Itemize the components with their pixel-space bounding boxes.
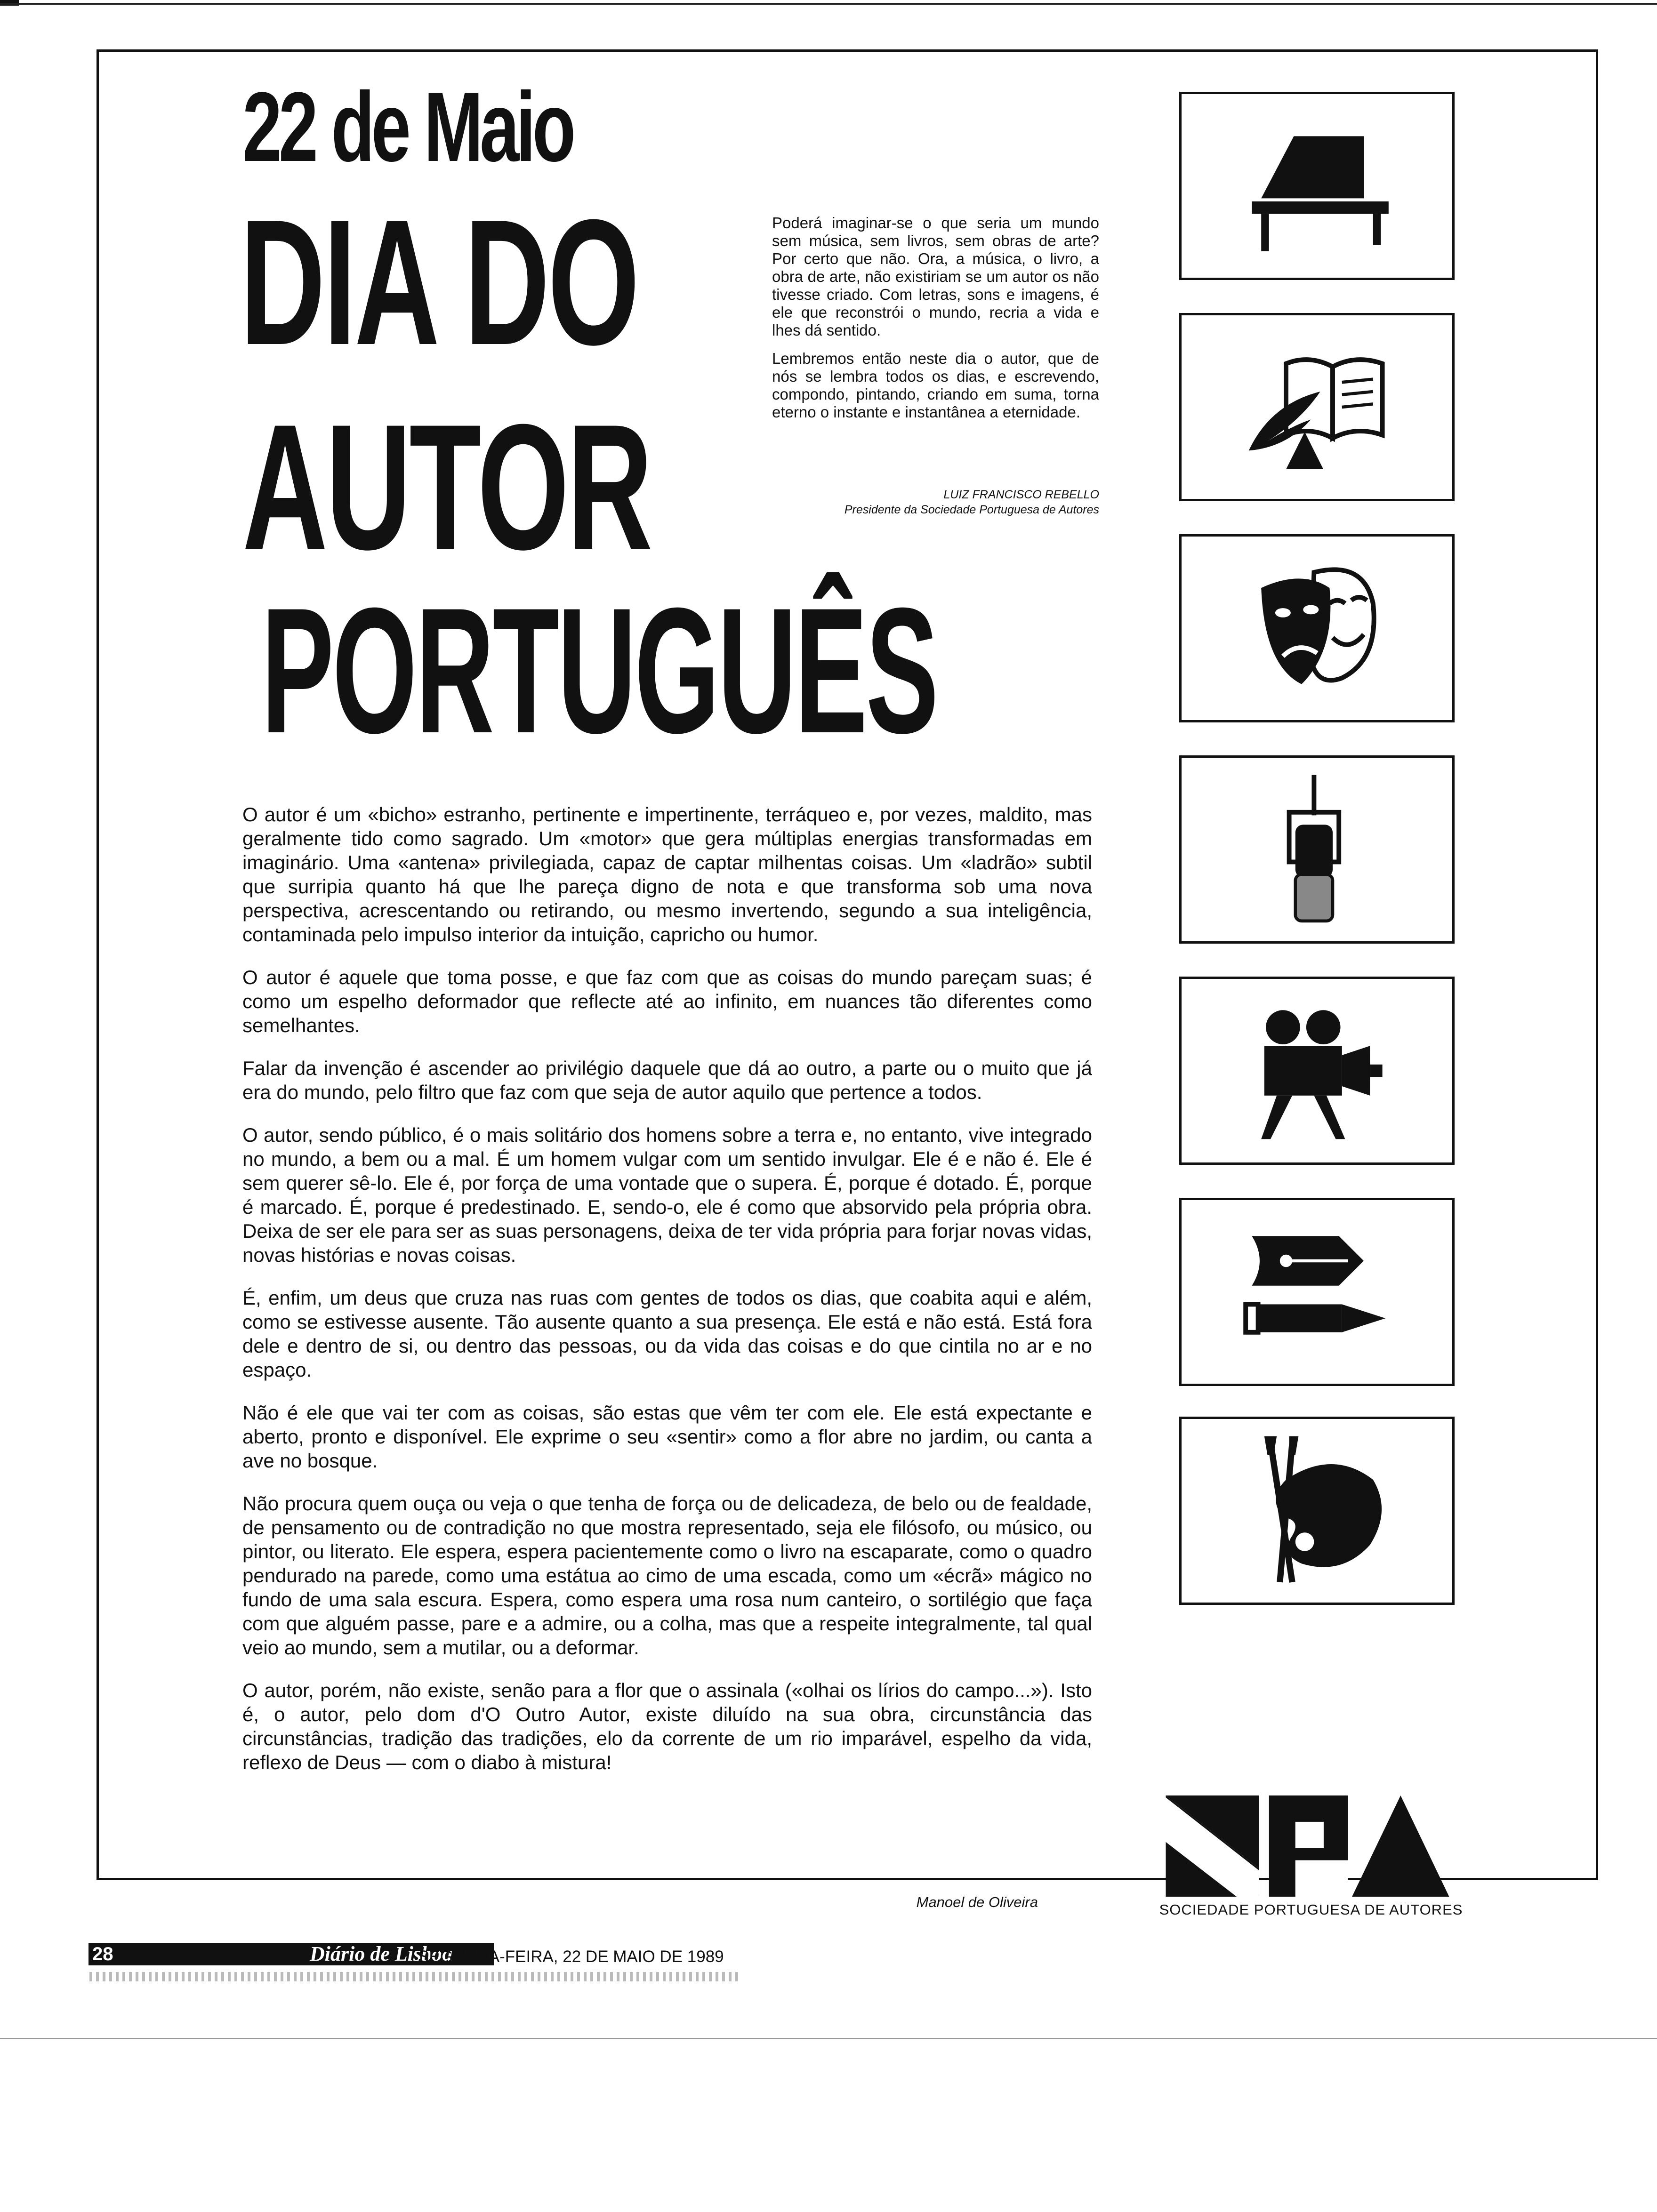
- title-line-3: PORTUGUÊS: [261, 570, 937, 770]
- icon-box-piano: [1179, 92, 1455, 280]
- icon-box-microphone: [1179, 755, 1455, 944]
- intro-text: [772, 214, 1099, 432]
- icon-box-palette: [1179, 1417, 1455, 1605]
- icon-box-masks: [1179, 534, 1455, 722]
- microphone-icon: [1239, 772, 1395, 927]
- intro-paragraph: Poderá imaginar-se o que seria um mundo sem música, sem livros, sem obras de arte? Por certo que não. Ora, a música, o livro, a obra de arte, não existiriam se um autor os não tivesse criado. Com letras, sons e imagens, é ele que reconstrói o mundo, recria a vida e lhes dá sentido.: [772, 214, 1099, 339]
- article-body: [242, 802, 1092, 1793]
- article-paragraph: É, enfim, um deus que cruza nas ruas com gentes de todos os dias, que coabita aqui e além, como se estivesse ausente. Tão ausente quanto a sua presença. Ele está e não está. Está fora dele e dentro de si, ou dentro das pessoas, ou da vida das coisas e do que cintila no ar e no espaço.: [242, 1287, 1092, 1381]
- intro-paragraph: Lembremos então neste dia o autor, que de nós se lembra todos os dias, e escrevendo, compondo, pintando, criando em suma, torna eterno o instante e instantânea a eternidade.: [772, 350, 1099, 421]
- theatre-masks-icon: [1239, 551, 1395, 706]
- article-paragraph: O autor, porém, não existe, senão para a flor que o assinala («olhai os lírios do campo...»). Isto é, o autor, pelo dom d'O Outro Autor, existe diluído na sua obra, circunstância das circunstâncias, tradição das tradições, elo da corrente de um rio imparável, espelho da vida, reflexo de Deus — com o diabo à mistura!: [242, 1679, 1092, 1773]
- article-paragraph: Falar da invenção é ascender ao privilégio daquele que dá ao outro, a parte ou o muito que já era do mundo, pelo filtro que faz com que seja de autor aquilo que pertence a todos.: [242, 1057, 1092, 1103]
- article-paragraph: O autor é aquele que toma posse, e que faz com que as coisas do mundo pareçam suas; é como um espelho deformador que reflecte até ao infinito, em nuances tão diferentes como semelhantes.: [242, 966, 1092, 1036]
- page-top-rule: [0, 3, 1657, 5]
- title-line-2: AUTOR: [242, 387, 651, 587]
- film-camera-icon: [1239, 993, 1395, 1148]
- title-line-1: DIA DO: [240, 182, 638, 382]
- article-paragraph: O autor é um «bicho» estranho, pertinente e impertinente, terráqueo e, por vezes, maldito, mas geralmente tido como sagrado. Um «motor» que gera múltiplas energias transformadas em imaginário. Uma «antena» privilegiada, capaz de captar milhentas coisas. Um «ladrão» subtil que surripia quanto há que lhe pareça digno de nota e que transforma sob uma nova perspectiva, acrescentando ou retirando, ou mesmo invertendo, segundo a sua inteligência, contaminada pelo impulso interior da intuição, capricho ou humor.: [242, 803, 1092, 946]
- pen-pencil-icon: [1239, 1214, 1395, 1370]
- scan-noise: [89, 1972, 739, 1981]
- piano-icon: [1239, 108, 1395, 264]
- icon-box-book: [1179, 313, 1455, 501]
- palette-icon: [1239, 1433, 1395, 1588]
- article-author: Manoel de Oliveira: [916, 1894, 1038, 1910]
- page-bottom-rule: [0, 2038, 1657, 2039]
- article-paragraph: O autor, sendo público, é o mais solitário dos homens sobre a terra e, no entanto, vive integrado no mundo, a bem ou a mal. É um homem vulgar com um sentido invulgar. Ele é e não é. Ele é sem querer sê-lo. Ele é, por força de uma vontade que o supera. É, porque é dotado. É, porque é marcado. É, porque é predestinado. E, sendo-o, ele é como que absorvido pela própria obra. Deixa de ser ele para ser as suas personagens, deixa de ter vida própria para forjar novas vidas, novas histórias e novas coisas.: [242, 1124, 1092, 1266]
- date-headline: 22 de Maio: [242, 72, 573, 182]
- signature-name: LUIZ FRANCISCO REBELLO: [943, 488, 1099, 501]
- article-paragraph: Não é ele que vai ter com as coisas, são estas que vêm ter com ele. Ele está expectante e aberto, pronto e disponível. Ele exprime o seu «sentir» como a flor abre no jardim, ou canta a ave no bosque.: [242, 1402, 1092, 1472]
- intro-signature: [772, 487, 1099, 517]
- spa-logo: [1165, 1795, 1450, 1897]
- article-paragraph: Não procura quem ouça ou veja o que tenha de força ou de delicadeza, de belo ou de fealdade, de pensamento ou de contradição no que mostra representado, seja ele filósofo, ou músico, ou pintor, ou literato. Ele espera, espera pacientemente como o livro na escaparate, como o quadro pendurado na parede, como uma estátua ao cimo de uma escada, como um «écrã» mágico no fundo de uma sala escura. Espera, como espera uma rosa num canteiro, o sortilégio que faça com que alguém passe, pare e a admire, ou a colha, mas que a respeite integralmente, tal qual veio ao mundo, sem a mutilar, ou a deformar.: [242, 1492, 1092, 1659]
- footer-date: SEGUNDA-FEIRA, 22 DE MAIO DE 1989: [418, 1948, 724, 1966]
- page-number: 28: [88, 1943, 133, 1965]
- icon-box-camera: [1179, 977, 1455, 1165]
- book-quill-icon: [1239, 329, 1395, 485]
- newspaper-masthead: Diário de Lisboa: [310, 1942, 453, 1965]
- icon-box-pen: [1179, 1198, 1455, 1386]
- signature-title: Presidente da Sociedade Portuguesa de Autores: [844, 503, 1099, 516]
- spa-caption: SOCIEDADE PORTUGUESA DE AUTORES: [1159, 1901, 1463, 1918]
